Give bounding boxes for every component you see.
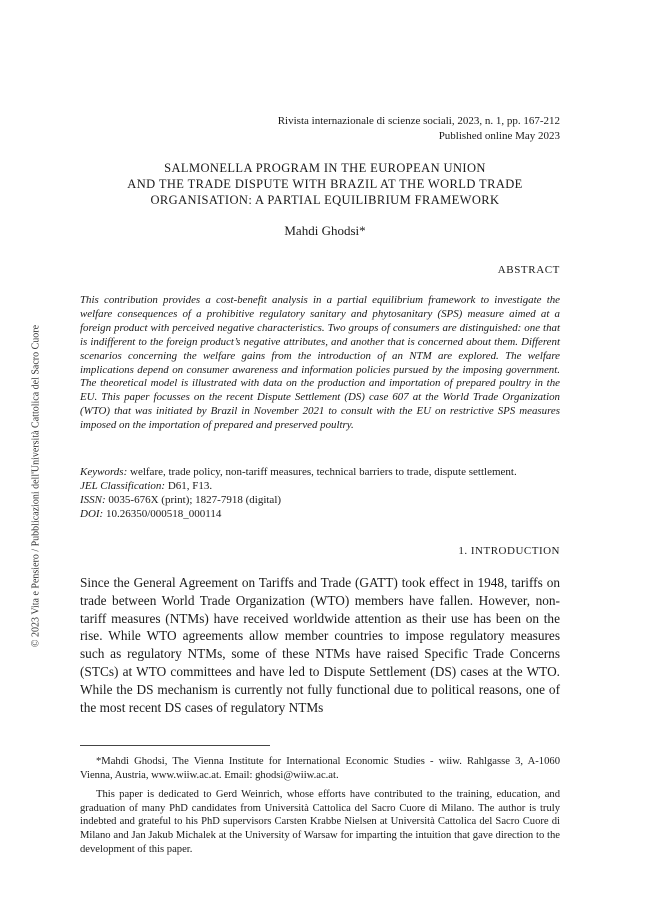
footnote-divider (80, 745, 270, 746)
footnote-author: *Mahdi Ghodsi, The Vienna Institute for International Economic Studies - wiiw. Rahlgasse 3, A-1060 Vienna, Austria, www.wiiw.ac.at. Email: ghodsi@wiiw.ac.at. (80, 756, 560, 781)
jel-line (80, 480, 560, 494)
doi-line (80, 508, 560, 522)
introduction-text: Since the General Agreement on Tariffs and Trade (GATT) took effect in 1948, tariffs on trade between World Trade Organization (WTO) members have fallen. However, non-tariff measures (NTMs) have received worldwide attention as their use has been on the rise. While WTO agreements allow member countries to impose regulatory measures such as regulatory NTMs, some of these NTMs have raised Specific Trade Concerns (STCs) at WTO committees and have led to Dispute Settlement (DS) cases at the WTO. While the DS mechanism is currently not fully functional due to political reasons, one of the most recent DS cases of regulatory NTMs (80, 575, 560, 715)
jel-value: D61, F13. (167, 479, 213, 492)
section-heading: 1. INTRODUCTION (458, 545, 560, 557)
title-line-1: SALMONELLA PROGRAM IN THE EUROPEAN UNION (164, 161, 486, 175)
copyright-side-note: © 2023 Vita e Pensiero / Pubblicazioni dell'Università Cattolica del Sacro Cuore (30, 324, 42, 648)
abstract-text: This contribution provides a cost-benefit analysis in a partial equilibrium framework to investigate the welfare consequences of a prohibitive regulatory sanitary and phytosanitary (SPS) measure aimed at a foreign product with perceived negative characteristics. Two groups of consumers are distinguished: one that is indifferent to the foreign product’s negative attributes, and another that is concerned about them. Different scenarios concerning the welfare gains from the introduction of an NTM are explored. The welfare implications depend on consumer awareness and information policies pursued by the imposing government. The theoretical model is illustrated with data on the production and importation of prepared poultry in the EU. This paper focusses on the recent Dispute Settlement (DS) case 607 at the World Trade Organization (WTO) that was initiated by Brazil in November 2021 to consult with the EU on restrictive SPS measures imposed on the importation of prepared and preserved poultry. (80, 294, 560, 432)
journal-citation-line: Rivista internazionale di scienze sociali, 2023, n. 1, pp. 167-212 (277, 115, 560, 127)
keywords-label: Keywords: (80, 466, 128, 478)
paper-title (80, 160, 570, 208)
doi-value: 10.26350/000518_000114 (105, 507, 222, 520)
abstract-heading: ABSTRACT (497, 264, 560, 276)
issn-value: 0035-676X (print); 1827-7918 (digital) (108, 493, 282, 506)
keywords-value: welfare, trade policy, non-tariff measures, technical barriers to trade, dispute settlement. (130, 466, 517, 478)
author-name: Mahdi Ghodsi* (284, 223, 366, 238)
doi-label: DOI: (80, 507, 104, 520)
footnotes (80, 755, 560, 862)
jel-label: JEL Classification: (80, 479, 166, 492)
footnote-dedication: This paper is dedicated to Gerd Weinrich, whose efforts have contributed to the training, education, and graduation of many PhD candidates from Università Cattolica del Sacro Cuore di Milano. The author is truly indebted and grateful to his PhD supervisors Carsten Krabbe Nielsen at Università Cattolica del Sacro Cuore di Milano and Jan Jakub Michalek at the University of Warsaw for imparting the intuition that gave direction to the development of this paper. (80, 789, 560, 855)
article-metadata (80, 466, 560, 522)
keywords-line (80, 466, 560, 480)
title-line-3: ORGANISATION: A PARTIAL EQUILIBRIUM FRAMEWORK (150, 193, 500, 207)
issn-label: ISSN: (80, 493, 106, 506)
issn-line (80, 494, 560, 508)
title-line-2: AND THE TRADE DISPUTE WITH BRAZIL AT THE WORLD TRADE (127, 177, 523, 191)
publication-date-line: Published online May 2023 (438, 130, 560, 142)
journal-citation (278, 114, 560, 144)
